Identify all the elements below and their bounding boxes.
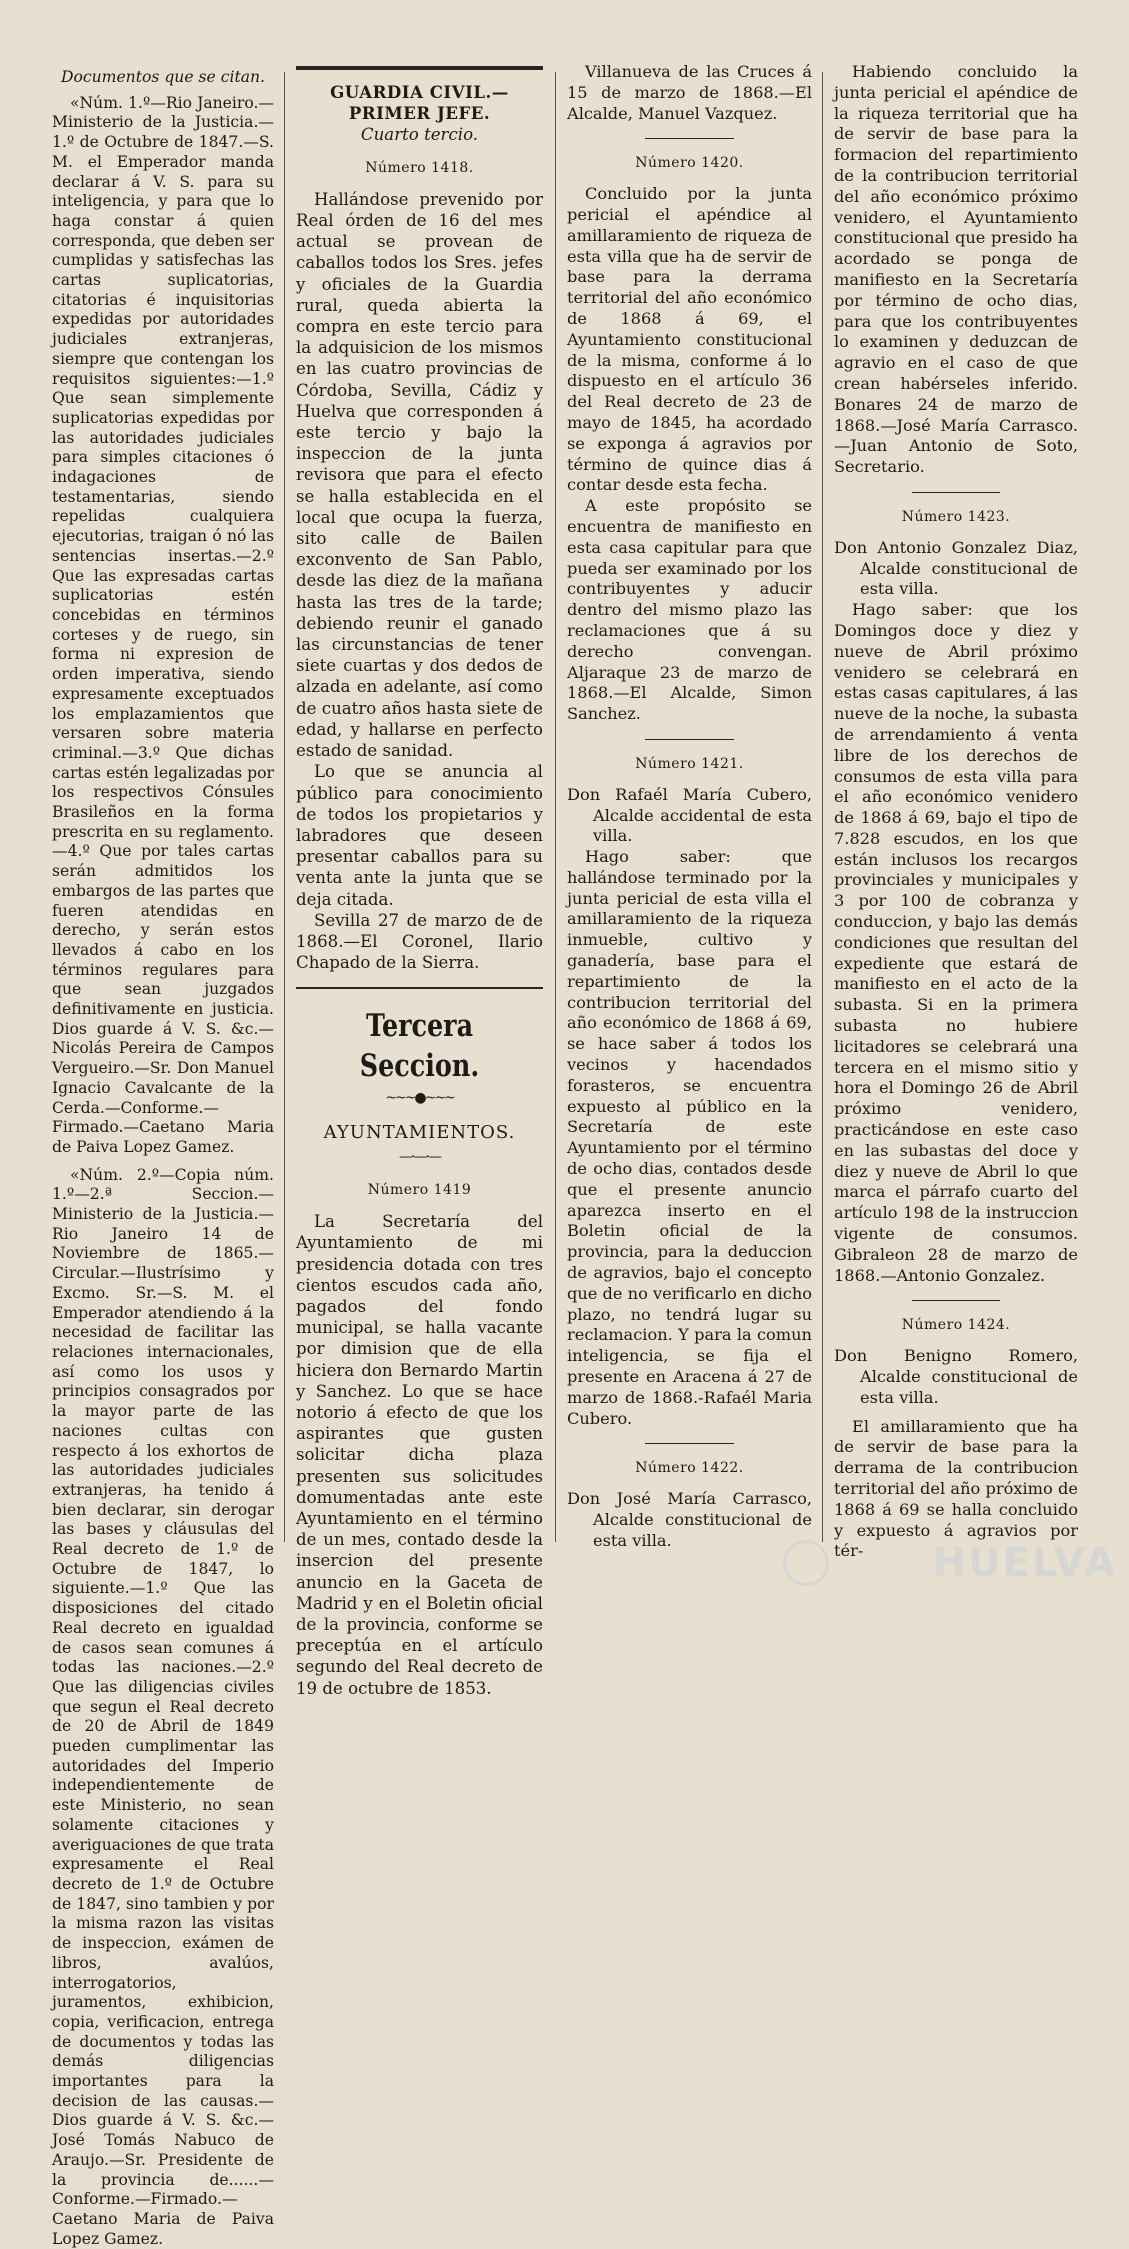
section-rule (296, 987, 543, 992)
notice-1418-text-2: Lo que se anuncia al público para conocimiento de todos los propietarios y labradores que deseen presentar caballos para su venta ante la junta que se deja citada. (296, 762, 543, 909)
top-rule (296, 66, 543, 70)
notice-1422-text: Habiendo concluido la junta pericial el apéndice de la riqueza territorial que ha de servir de base para la formacion del repartimiento de la contribucion territorial del año económico próximo venidero, el Ayuntamiento constitucional que presido ha acordado se ponga de manifiesto en la Secretaría por término de ocho dias, para que los contribuyentes lo examinen y deduzcan de agravio en el caso de que crean habérseles inferido. Bonares 24 de marzo de 1868.—José María Carrasco.—Juan Antonio de Soto, Secretario. (834, 62, 1078, 477)
section-title: Tercera Seccion. (359, 1008, 480, 1085)
ornament: ~~~●~~~ (385, 1090, 454, 1107)
notice-number-1422: Número 1422. (635, 1460, 744, 1477)
notice-number-1421: Número 1421. (635, 755, 744, 772)
notice-1418-signature: Sevilla 27 de marzo de de 1868.—El Coronel, Ilario Chapado de la Sierra. (296, 910, 543, 973)
separator-rule (645, 739, 733, 740)
notice-1423-heading: Don Antonio Gonzalez Diaz, Alcalde constitucional de esta villa. (834, 537, 1078, 599)
guardia-civil-header: GUARDIA CIVIL.—PRIMER JEFE. (330, 82, 509, 124)
documents-heading: Documentos que se citan. (60, 68, 266, 86)
notice-1419-signature: Villanueva de las Cruces á 15 de marzo de 1868.—El Alcalde, Manuel Vazquez. (567, 62, 812, 123)
cuarto-tercio-subheader: Cuarto tercio. (360, 125, 479, 145)
notice-number-1419: Número 1419 (367, 1181, 472, 1198)
notice-1421-heading: Don Rafaél María Cubero, Alcalde accidental de esta villa. (567, 784, 812, 846)
notice-1422-heading: Don José María Carrasco, Alcalde constitucional de esta villa. (567, 1489, 812, 1550)
notice-1421-text: Hago saber: que hallándose terminado por la junta pericial de esta villa el amillaramiento de la riqueza inmueble, cultivo y ganadería, base para el repartimiento de la contribucion territorial del año económico de 1868 á 69, se hace saber á todos los vecinos y hacendados forasteros, se encuentra expuesto al público en la Secretaría de este Ayuntamiento por el término de ocho dias, contados desde que el presente anuncio aparezca inserto en el Boletin oficial de la provincia, para la deduccion de agravios, bajo el concepto que de no verificarlo en dicho plazo, no tendrá lugar su reclamacion. Y para la comun inteligencia, se fija el presente en Aracena á 27 de marzo de 1868.-Rafaél Maria Cubero. (567, 847, 812, 1428)
separator-rule (912, 1300, 1000, 1301)
notice-1423-text: Hago saber: que los Domingos doce y diez y nueve de Abril próximo venidero se celebrará en estas casas capitulares, á las nueve de la noche, la subasta de arrendamiento á venta libre de los derechos de consumos de esta villa para el año económico venidero de 1868 á 69, bajo el tipo de 7.828 escudos, en los que están inclusos los recargos provinciales y municipales y 3 por 100 de cobranza y conduccion, y bajo las demás condiciones que resultan del expediente que estará de manifiesto en el acto de la subasta. Si en la primera subasta no hubiere licitadores se celebrará una tercera en el mismo sitio y hora el Domingo 26 de Abril próximo venidero, practicándose en este caso en las subastas del doce y diez y nueve de Abril lo que marca el párrafo cuarto del artículo 198 de la instruccion vigente de consumos. Gibraleon 28 de marzo de 1868.—Antonio Gonzalez. (834, 600, 1078, 1285)
column-divider (284, 72, 285, 1542)
document-2-text: «Núm. 2.º—Copia núm. 1.º—2.ª Seccion.—Ministerio de la Justicia.—Rio Janeiro 14 de Noviembre de 1865.—Circular.—Ilustrísimo y Excmo. Sr.—S. M. el Emperador atendiendo á la necesidad de facilitar las relaciones internacionales, así como los usos y principios consagrados por la mayor parte de las naciones cultas con respecto á los exhortos de las autoridades judiciales extranjeras, ha tenido á bien declarar, sin derogar las bases y cláusulas del Real decreto de 1.º de Octubre de 1847, lo siguiente.—1.º Que las disposiciones del citado Real decreto en igualdad de casos sean comunes á todas las naciones.—2.º Que las diligencias civiles que segun el Real decreto de 20 de Abril de 1849 pueden cumplimentar las autoridades del Imperio independientemente de este Ministerio, no sean solamente citaciones y averiguaciones de que trata expresamente el Real decreto de 1.º de Octubre de 1847, sino tambien y por la misma razon las visitas de inspeccion, exámen de libros, avalúos, interrogatorios, juramentos, exhibicion, copia, verificacion, entrega de documentos y todas las demás diligencias importantes para la decision de las causas.—Dios guarde á V. S. &c.—José Tomás Nabuco de Araujo.—Sr. Presidente de la provincia de......—Conforme.—Firmado.—Caetano Maria de Paiva Lopez Gamez. (52, 1165, 274, 2248)
ayuntamientos-ornament: —·—·— (399, 1148, 440, 1165)
notice-1420-text-2: A este propósito se encuentra de manifiesto en esta casa capitular para que pueda ser examinado por los contribuyentes y aducir dentro del mismo plazo las reclamaciones que á su derecho convengan. Aljaraque 23 de marzo de 1868.—El Alcalde, Simon Sanchez. (567, 496, 812, 724)
notice-1424-text: El amillaramiento que ha de servir de base para la derrama de la contribucion territorial del año próximo de 1868 á 69 se halla concluido y expuesto á agravios por tér- (834, 1416, 1078, 1561)
notice-number-1420: Número 1420. (635, 155, 744, 172)
column-divider (555, 72, 556, 1542)
column-2 (296, 62, 543, 1699)
separator-rule (645, 138, 733, 139)
document-1-text: «Núm. 1.º—Rio Janeiro.—Ministerio de la Justicia.—1.º de Octubre de 1847.—S. M. el Emperador manda declarar á V. S. para su inteligencia, y para que lo haga constar á quien corresponda, que deben ser cumplidas y satisfechas las cartas suplicatorias, citatorias é inquisitorias expedidas por autoridades judiciales extranjeras, siempre que contengan los requisitos siguientes:—1.º Que sean simplemente suplicatorias expedidas por las autoridades judiciales para simples citaciones ó indagaciones de testamentarias, siendo repelidas cualquiera ejecutorias, traigan ó nó las sentencias insertas.—2.º Que las expresadas cartas suplicatorias estén concebidas en términos corteses y de ruego, sin forma ni expresion de orden imperativa, siendo expresamente exceptuados los emplazamientos que versaren sobre materia criminal.—3.º Que dichas cartas estén legalizadas por los respectivos Cónsules Brasileños en la forma prescrita en su reglamento.—4.º Que por tales cartas serán admitidos los embargos de las partes que fueren atendidas en derecho, y serán estos llevados á cabo en los términos regulares para que sean juzgados definitivamente en justicia. Dios guarde á V. S. &c.—Nicolás Pereira de Campos Vergueiro.—Sr. Don Manuel Ignacio Cavalcante de la Cerda.—Conforme.—Firmado.—Caetano Maria de Paiva Lopez Gamez. (52, 93, 274, 1156)
column-3 (567, 62, 812, 1552)
notice-number-1423: Número 1423. (901, 508, 1011, 525)
separator-rule (912, 492, 1000, 493)
column-1 (52, 62, 274, 2249)
separator-rule (645, 1443, 733, 1444)
archive-seal-icon (783, 1540, 829, 1586)
notice-1418-text: Hallándose prevenido por Real órden de 16 del mes actual se provean de caballos todos los Sres. jefes y oficiales de la Guardia rural, queda abierta la compra en este tercio para la adquisicion de los mismos en las cuatro provincias de Córdoba, Sevilla, Cádiz y Huelva que corresponden á este tercio y bajo la inspeccion de la junta revisora que para el efecto se halla establecida en el local que ocupa la fuerza, sito calle de Bailen exconvento de San Pablo, desde las diez de la mañana hasta las tres de la tarde; debiendo reunir el ganado las circunstancias de tener siete cuartas y dos dedos de alzada en adelante, así como de cuatro años hasta siete de edad, y hallarse en perfecto estado de sanidad. (296, 189, 543, 761)
notice-number-1418: Número 1418. (365, 159, 474, 176)
column-4 (834, 62, 1078, 1562)
column-divider (822, 72, 823, 1542)
notice-number-1424: Número 1424. (901, 1317, 1011, 1334)
ayuntamientos-heading: AYUNTAMIENTOS. (323, 1121, 516, 1143)
notice-1424-heading: Don Benigno Romero, Alcalde constitucional de esta villa. (834, 1346, 1078, 1407)
notice-1419-text: La Secretaría del Ayuntamiento de mi presidencia dotada con tres cientos escudos cada año, pagados del fondo municipal, se halla vacante por dimision que de ella hiciera don Bernardo Martin y Sanchez. Lo que se hace notorio á efecto de que los aspirantes que gusten solicitar dicha plaza presenten sus solicitudes domumentadas ante este Ayuntamiento en el término de un mes, contado desde la insercion del presente anuncio en la Gaceta de Madrid y en el Boletin oficial de la provincia, conforme se preceptúa en el artículo segundo del Real decreto de 19 de octubre de 1853. (296, 1212, 543, 1698)
archive-watermark: HUELVA (932, 1540, 1117, 1586)
notice-1420-text: Concluido por la junta pericial el apéndice al amillaramiento de riqueza de esta villa que ha de servir de base para la derrama territorial del año económico de 1868 á 69, el Ayuntamiento constitucional de la misma, conforme á lo dispuesto en el artículo 36 del Real decreto de 23 de mayo de 1845, ha acordado se exponga á agravios por término de quince dias á contar desde esta fecha. (567, 184, 812, 495)
